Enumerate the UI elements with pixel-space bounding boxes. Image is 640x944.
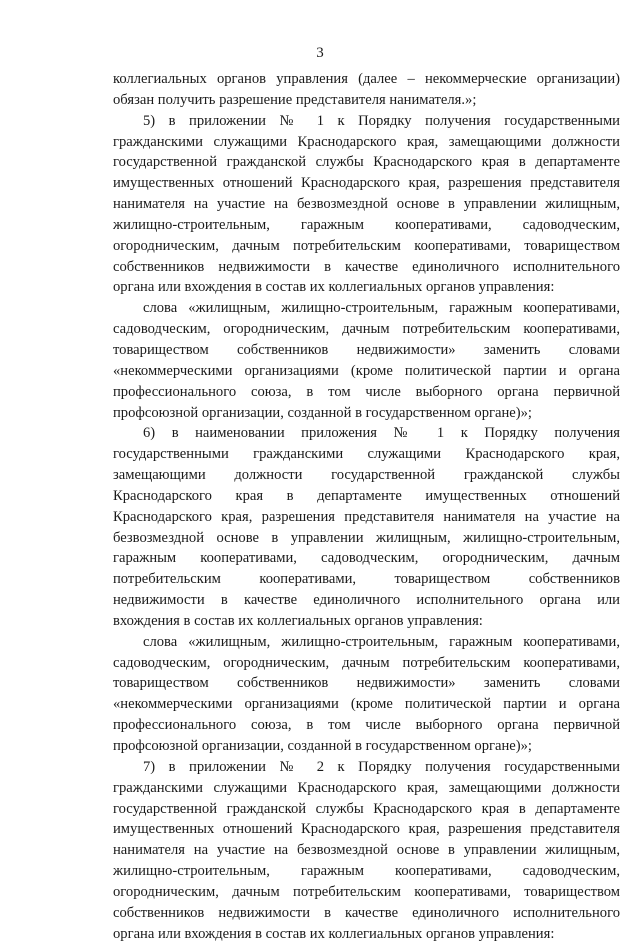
text-line: коллегиальных органов управления (далее – некоммерческие организации) <box>113 71 620 87</box>
text-line: гаражным кооперативами, садоводческим, огородническим, дачным <box>113 550 620 567</box>
text-line: профессионального союза, в том числе выборного органа первичной <box>113 717 620 734</box>
text-line: гражданскими служащими Краснодарского края, замещающими должности <box>113 779 620 796</box>
text-line: нанимателя на участие на безвозмездной основе в управлении жилищным, <box>113 196 620 213</box>
text-line: Краснодарского края, разрешения представителя нанимателя на участие на <box>113 508 620 525</box>
text-line: «некоммерческими организациями (кроме политической партии и органа <box>113 362 620 379</box>
text-line: собственников недвижимости в качестве единоличного исполнительного <box>113 904 620 921</box>
text-line: Краснодарского края в департаменте имущественных отношений <box>113 487 620 504</box>
text-line: 5) в приложении № 1 к Порядку получения государственными <box>143 112 620 129</box>
text-line: имущественных отношений Краснодарского края, разрешения представителя <box>113 821 620 838</box>
text-line: слова «жилищным, жилищно-строительным, гаражным кооперативами, <box>143 633 620 650</box>
text-line: безвозмездной основе в управлении жилищным, жилищно-строительным, <box>113 529 620 546</box>
text-line: потребительским кооперативами, товариществом собственников <box>113 571 620 588</box>
text-line: 6) в наименовании приложения № 1 к Порядку получения <box>143 425 620 442</box>
text-line: огородническим, дачным потребительским кооперативами, товариществом <box>113 883 620 900</box>
text-line: имущественных отношений Краснодарского края, разрешения представителя <box>113 175 620 192</box>
text-line: органа или вхождения в состав их коллегиальных органов управления: <box>113 279 555 296</box>
text-line: профессионального союза, в том числе выборного органа первичной <box>113 383 620 400</box>
text-line: слова «жилищным, жилищно-строительным, гаражным кооперативами, <box>143 300 620 317</box>
text-line: жилищно-строительным, гаражным кооперативами, садоводческим, <box>113 863 620 880</box>
text-line: вхождения в состав их коллегиальных органов управления: <box>113 612 483 629</box>
text-line: товариществом собственников недвижимости» заменить словами <box>113 341 620 358</box>
text-line: 7) в приложении № 2 к Порядку получения государственными <box>143 758 620 775</box>
text-line: садоводческим, огородническим, дачным потребительским кооперативами, <box>113 654 620 671</box>
text-line: замещающими должности государственной гражданской службы <box>113 467 620 484</box>
text-line: нанимателя на участие на безвозмездной основе в управлении жилищным, <box>113 842 620 859</box>
text-line: собственников недвижимости в качестве единоличного исполнительного <box>113 258 620 275</box>
text-line: недвижимости в качестве единоличного исполнительного органа или <box>113 592 620 609</box>
document-body <box>113 69 620 944</box>
text-line: «некоммерческими организациями (кроме политической партии и органа <box>113 696 620 713</box>
text-line: государственными гражданскими служащими Краснодарского края, <box>113 446 620 463</box>
text-line: государственной гражданской службы Краснодарского края в департаменте <box>113 800 620 817</box>
text-line: жилищно-строительным, гаражным кооперативами, садоводческим, <box>113 216 620 233</box>
text-line: садоводческим, огородническим, дачным потребительским кооперативами, <box>113 321 620 338</box>
page-number: 3 <box>316 45 324 61</box>
text-line: государственной гражданской службы Краснодарского края в департаменте <box>113 154 620 171</box>
text-line: профсоюзной организации, созданной в государственном органе)»; <box>113 404 532 421</box>
text-line: профсоюзной организации, созданной в государственном органе)»; <box>113 738 532 754</box>
text-line: гражданскими служащими Краснодарского края, замещающими должности <box>113 133 620 150</box>
text-line: органа или вхождения в состав их коллегиальных органов управления: <box>113 925 555 942</box>
text-line: обязан получить разрешение представителя нанимателя.»; <box>113 91 477 108</box>
text-line: товариществом собственников недвижимости» заменить словами <box>113 675 620 692</box>
text-line: огородническим, дачным потребительским кооперативами, товариществом <box>113 237 620 254</box>
